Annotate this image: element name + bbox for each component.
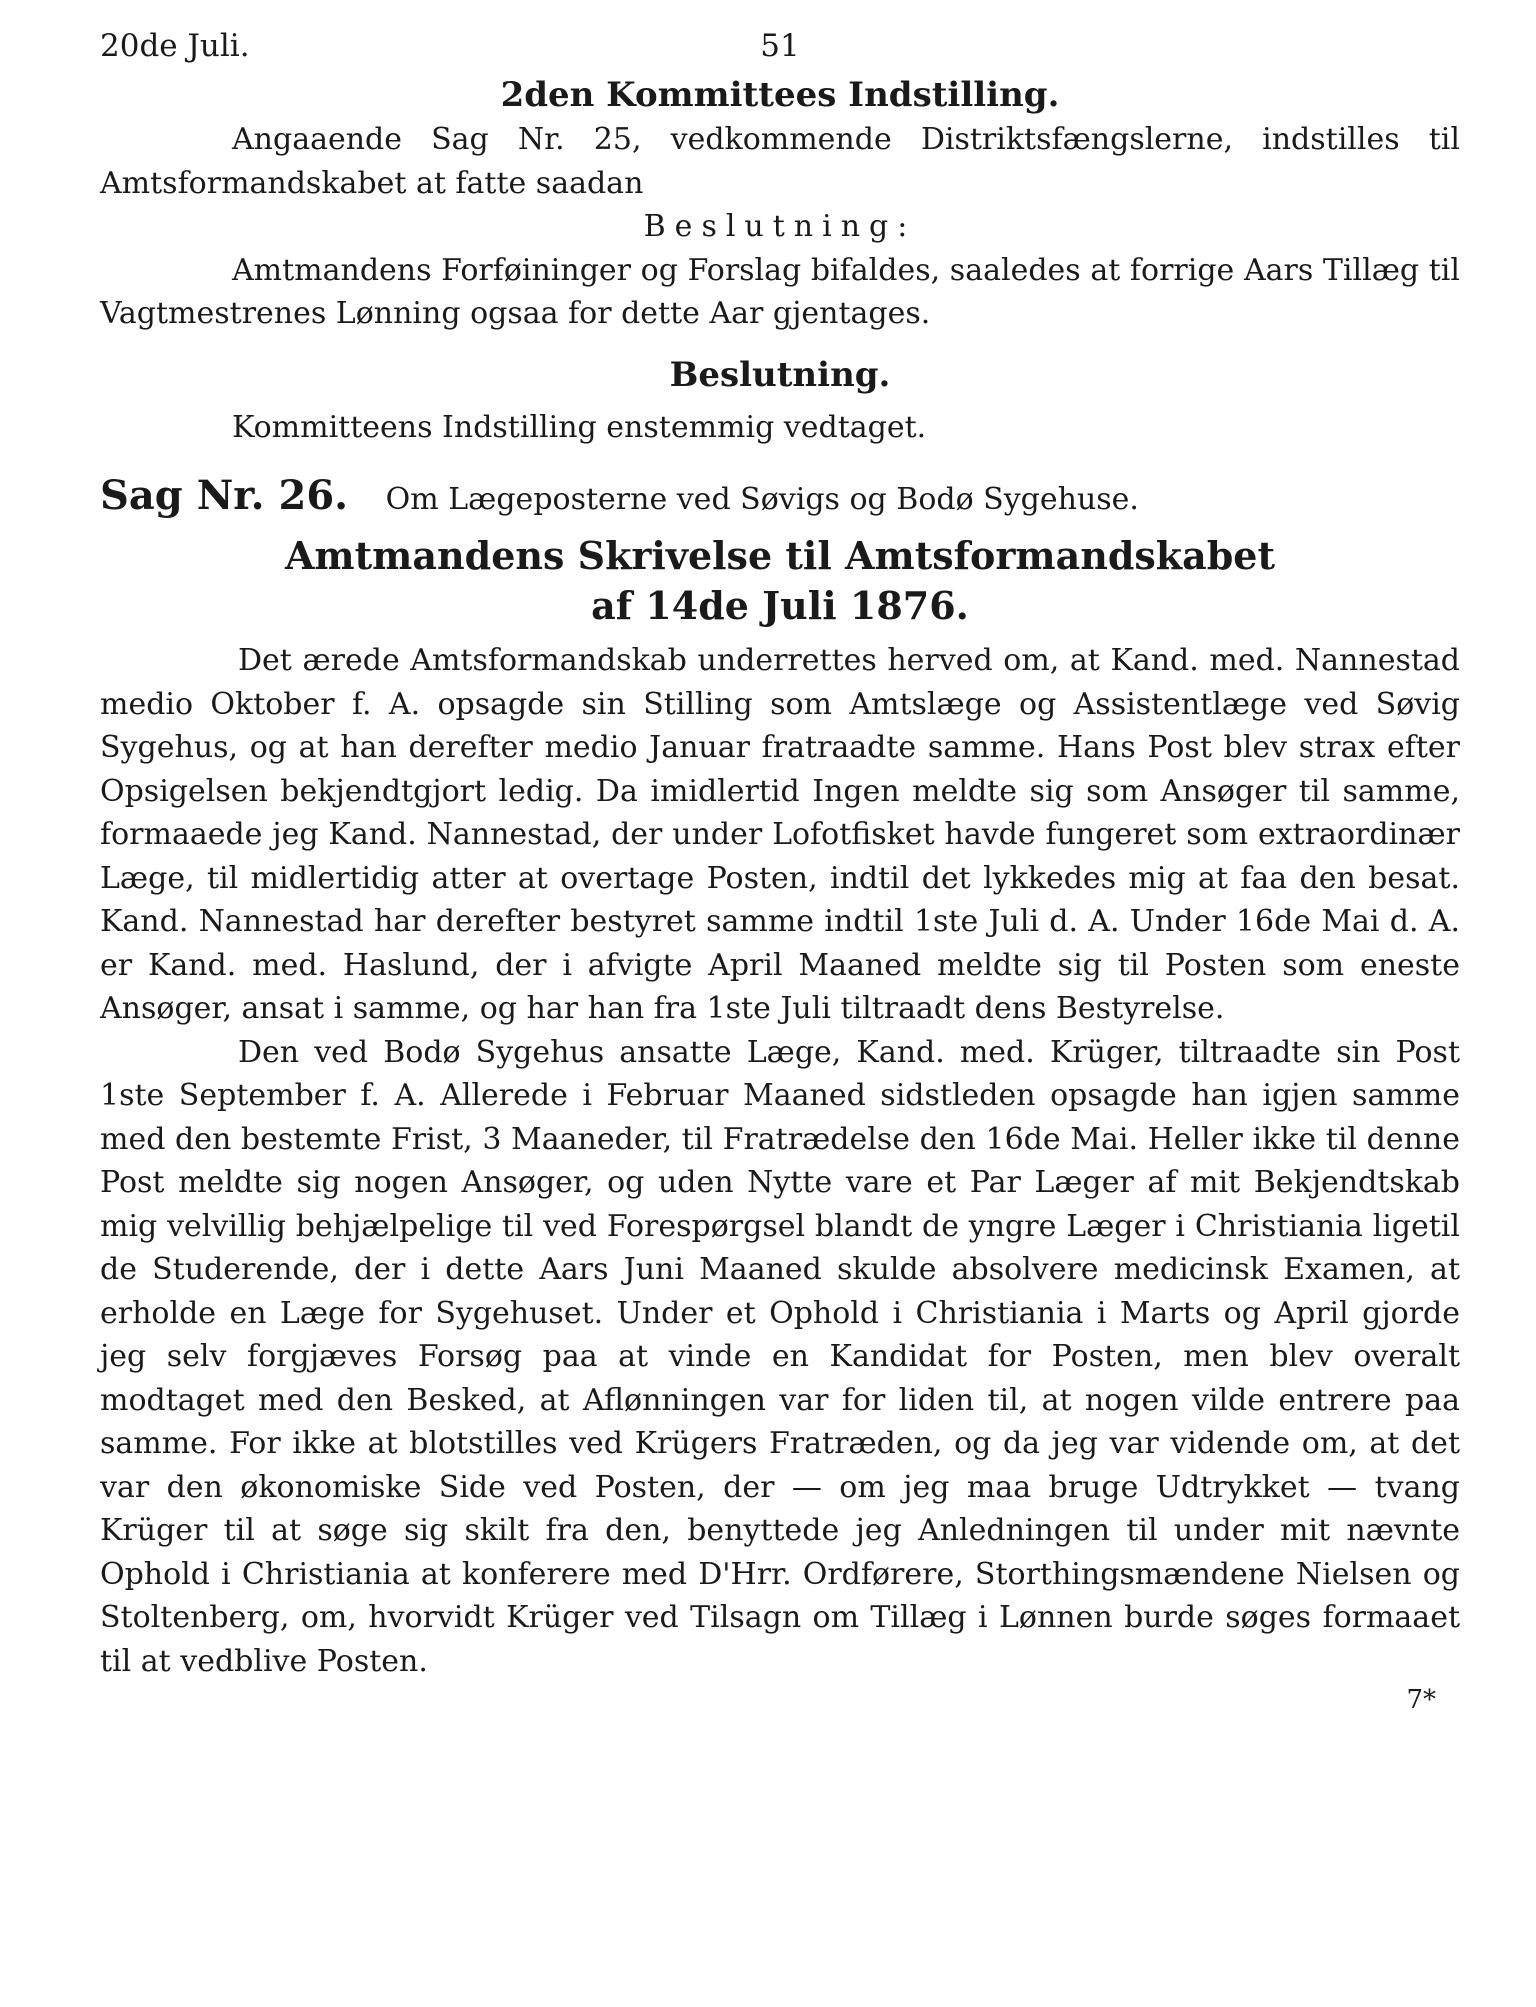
committee-heading: 2den Kommittees Indstilling. <box>500 75 1060 115</box>
decision-heading: Beslutning. <box>669 354 891 395</box>
resolution-text: Amtmandens Forføininger og Forslag bifaldes, saaledes at forrige Aars Tillæg til Vagtmestrenes Lønning ogsaa for dette Aar gjentages. <box>100 252 1460 331</box>
committee-intro: Angaaende Sag Nr. 25, vedkommende Distriktsfængslerne, indstilles til Amtsformandskabet at fatte saadan <box>100 122 1460 201</box>
signature-mark: 7* <box>1406 1685 1436 1715</box>
letter-heading-line1: Amtmandens Skrivelse til Amtsformandskabet <box>284 533 1276 578</box>
case-line <box>100 473 1460 523</box>
letter-heading-line2: af 14de Juli 1876. <box>591 583 969 628</box>
page-number: 51 <box>760 28 800 64</box>
running-head-date: 20de Juli. <box>100 28 250 64</box>
resolution-label: Beslutning: <box>643 209 917 244</box>
case-title: Om Lægeposterne ved Søvigs og Bodø Sygehuse. <box>385 482 1139 517</box>
letter-paragraph-2: Den ved Bodø Sygehus ansatte Læge, Kand. med. Krüger, tiltraadte sin Post 1ste September f. A. Allerede i Februar Maaned sidstleden opsagde han igjen samme med den bestemte Frist, 3 Maaneder, til Fratrædelse den 16de Mai. Heller ikke til denne Post meldte sig nogen Ansøger, og uden Nytte vare et Par Læger af mit Bekjendtskab mig velvillig behjælpelige til ved Forespørgsel blandt de yngre Læger i Christiania ligetil de Studerende, der i dette Aars Juni Maaned skulde absolvere medicinsk Examen, at erholde en Læge for Sygehuset. Under et Ophold i Christiania i Marts og April gjorde jeg selv forgjæves Forsøg paa at vinde en Kandidat for Posten, men blev overalt modtaget med den Besked, at Aflønningen var for liden til, at nogen vilde entrere paa samme. For ikke at blotstilles ved Krügers Fratræden, og da jeg var vidende om, at det var den økonomiske Side ved Posten, der — om jeg maa bruge Udtrykket — tvang Krüger til at søge sig skilt fra den, benyttede jeg Anledningen til under mit nævnte Ophold i Christiania at konferere med D'Hrr. Ordførere, Storthingsmændene Nielsen og Stoltenberg, om, hvorvidt Krüger ved Tilsagn om Tillæg i Lønnen burde søges formaaet til at vedblive Posten. <box>100 1034 1460 1679</box>
letter-paragraph-1: Det ærede Amtsformandskab underrettes herved om, at Kand. med. Nannestad medio Oktober f. A. opsagde sin Stilling som Amtslæge og Assistentlæge ved Søvig Sygehus, og at han derefter medio Januar fratraadte samme. Hans Post blev strax efter Opsigelsen bekjendtgjort ledig. Da imidlertid Ingen meldte sig som Ansøger til samme, formaaede jeg Kand. Nannestad, der under Lofotfisket havde fungeret som extraordinær Læge, til midlertidig atter at overtage Posten, indtil det lykkedes mig at faa den besat. Kand. Nannestad har derefter bestyret samme indtil 1ste Juli d. A. Under 16de Mai d. A. er Kand. med. Haslund, der i afvigte April Maaned meldte sig til Posten som eneste Ansøger, ansat i samme, og har han fra 1ste Juli tiltraadt dens Bestyrelse. <box>100 643 1460 1026</box>
decision-text: Kommitteens Indstilling enstemmig vedtaget. <box>232 409 927 445</box>
running-head <box>100 28 1460 72</box>
document-page <box>100 28 1460 1715</box>
case-label: Sag Nr. 26. <box>100 472 349 519</box>
